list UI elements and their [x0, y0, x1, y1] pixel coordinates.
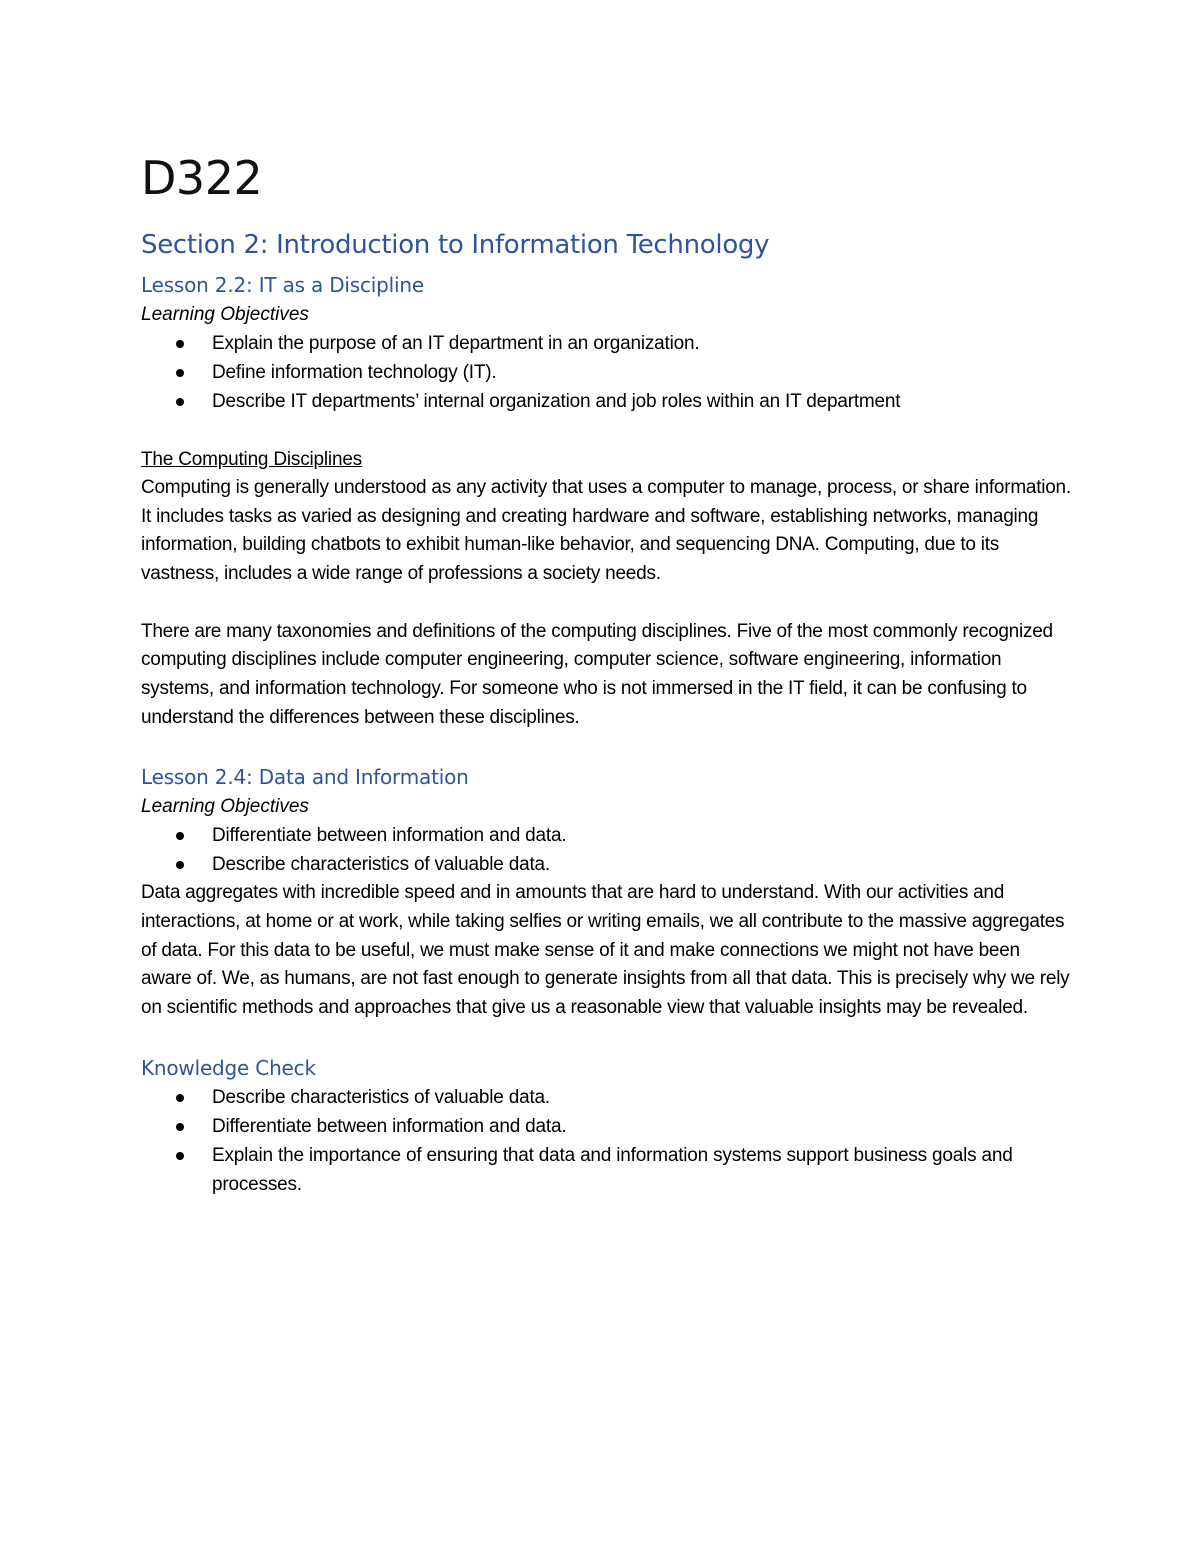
list-item-text: Define information technology (IT).: [212, 362, 497, 383]
list-item-text: Differentiate between information and data.: [212, 825, 567, 847]
lesson-2-2-heading: Lesson 2.2: IT as a Discipline: [141, 273, 424, 297]
computing-paragraph-1: Computing is generally understood as any activity that uses a computer to manage, process, or share information. It includes tasks as varied as designing and creating hardware and software, establishing networks, managing information, building chatbots to exhibit human-like behavior, and sequencing DNA. Computing, due to its vastness, includes a wide range of professions a society needs.: [141, 477, 1071, 585]
list-item: [212, 821, 1071, 850]
document-title: D322: [141, 151, 263, 205]
knowledge-check-list: [141, 1083, 1071, 1199]
computing-disciplines-title: The Computing Disciplines: [141, 449, 362, 470]
computing-paragraph-2: There are many taxonomies and definitions of the computing disciplines. Five of the most commonly recognized computing disciplines include computer engineering, computer science, software engineering, information systems, and information technology. For someone who is not immersed in the IT field, it can be confusing to understand the differences between these disciplines.: [141, 620, 1053, 728]
list-item: [212, 1141, 1071, 1199]
list-item-text: Explain the purpose of an IT department in an organization.: [212, 333, 700, 354]
document-page: [141, 150, 1071, 1199]
lesson-2-2-objectives-label: Learning Objectives: [141, 304, 309, 325]
bullet-icon: [176, 369, 184, 377]
lesson-2-4-objectives-label: Learning Objectives: [141, 796, 309, 818]
knowledge-check-heading: Knowledge Check: [141, 1055, 316, 1080]
data-information-paragraph: Data aggregates with incredible speed and in amounts that are hard to understand. With our activities and interactions, at home or at work, while taking selfies or writing emails, we all contribute to the massive aggregates of data. For this data to be useful, we must make sense of it and make connections we might not have been aware of. We, as humans, are not fast enough to generate insights from all that data. This is precisely why we rely on scientific methods and approaches that give us a reasonable view that valuable insights may be revealed.: [141, 882, 1070, 1019]
lesson-2-2-objectives-list: [141, 329, 1071, 416]
section-heading: Section 2: Introduction to Information Technology: [141, 230, 770, 260]
list-item: [212, 850, 1071, 879]
bullet-icon: [176, 398, 184, 406]
bullet-icon: [176, 340, 184, 348]
lesson-2-4-heading: Lesson 2.4: Data and Information: [141, 765, 469, 790]
list-item: [212, 358, 1071, 387]
lesson-2-4-objectives-list: [141, 821, 1071, 879]
list-item: [212, 329, 1071, 358]
list-item-text: Describe characteristics of valuable data.: [212, 854, 550, 876]
bullet-icon: [176, 861, 184, 869]
list-item: [212, 387, 1071, 416]
bullet-icon: [176, 1152, 184, 1160]
bullet-icon: [176, 1094, 184, 1102]
list-item-text: Explain the importance of ensuring that data and information systems support business goals and processes.: [212, 1144, 1013, 1195]
bullet-icon: [176, 1123, 184, 1131]
list-item-text: Describe characteristics of valuable data.: [212, 1086, 550, 1108]
list-item-text: Differentiate between information and data.: [212, 1115, 567, 1137]
list-item: [212, 1083, 1071, 1112]
list-item-text: Describe IT departments’ internal organization and job roles within an IT department: [212, 391, 901, 412]
bullet-icon: [176, 832, 184, 840]
list-item: [212, 1112, 1071, 1141]
